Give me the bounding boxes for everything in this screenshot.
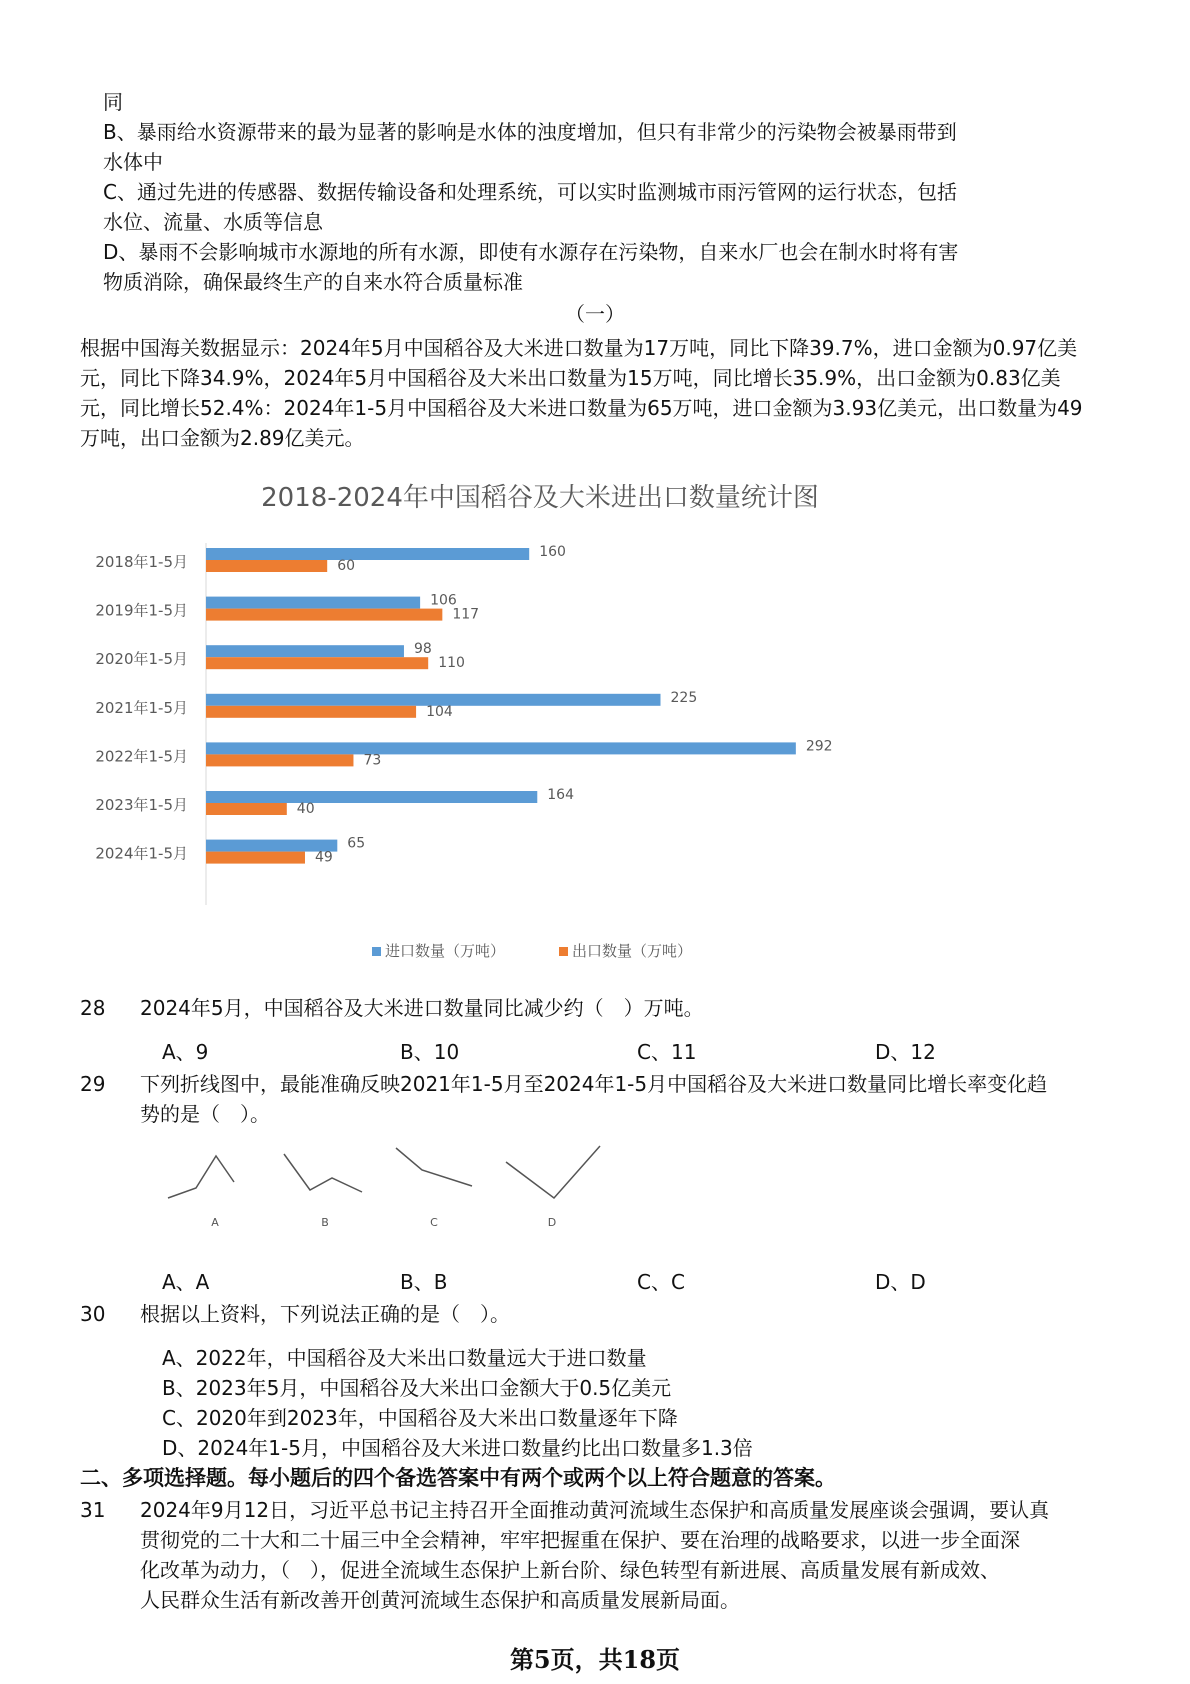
import-bar <box>206 548 529 560</box>
line-chart-b-label: B <box>321 1216 329 1229</box>
export-bar <box>206 706 416 718</box>
q30-option-a: A、2022年，中国稻谷及大米出口数量远大于进口数量 <box>162 1346 647 1370</box>
q30-number: 30 <box>80 1302 106 1326</box>
option-b-line2: 水体中 <box>103 150 163 174</box>
category-label: 2023年1-5月 <box>95 796 188 814</box>
export-value-label: 110 <box>438 655 465 672</box>
q30-option-d: D、2024年1-5月，中国稻谷及大米进口数量约比出口数量多1.3倍 <box>162 1436 753 1460</box>
q28-stem: 2024年5月，中国稻谷及大米进口数量同比减少约（ ）万吨。 <box>140 996 704 1020</box>
import-bar <box>206 597 420 609</box>
q29-option-d: D、D <box>875 1270 926 1294</box>
q31-number: 31 <box>80 1498 106 1522</box>
q31-line-1: 2024年9月12日，习近平总书记主持召开全面推动黄河流域生态保护和高质量发展座谈会强调，要认真 <box>140 1498 1050 1522</box>
q28-option-c: C、11 <box>637 1040 697 1064</box>
import-bar <box>206 645 404 657</box>
export-value-label: 117 <box>452 606 480 623</box>
option-a-tail: 同 <box>103 90 123 114</box>
line-chart-d-label: D <box>547 1216 557 1229</box>
q31-line-2: 贯彻党的二十大和二十届三中全会精神，牢牢把握重在保护、要在治理的战略要求，以进一步全面深 <box>140 1528 1020 1552</box>
section-marker: （一） <box>565 302 625 326</box>
import-bar <box>206 791 537 803</box>
legend-import-label: 进口数量（万吨） <box>385 942 506 960</box>
export-value-label: 73 <box>363 752 382 769</box>
line-chart-c <box>396 1148 472 1186</box>
chart-title: 2018-2024年中国稻谷及大米进出口数量统计图 <box>261 483 819 513</box>
passage-line-1: 根据中国海关数据显示：2024年5月中国稻谷及大米进口数量为17万吨，同比下降39.7%，进口金额为0.97亿美 <box>80 336 1078 360</box>
legend-export-label: 出口数量（万吨） <box>572 942 693 960</box>
import-bar <box>206 742 796 754</box>
q30-option-b: B、2023年5月，中国稻谷及大米出口金额大于0.5亿美元 <box>162 1376 672 1400</box>
export-bar <box>206 803 287 815</box>
option-d-line2: 物质消除，确保最终生产的自来水符合质量标准 <box>103 270 523 294</box>
q29-stem-line2: 势的是（ ）。 <box>140 1102 270 1126</box>
page-footer: 第5页，共18页 <box>509 1645 681 1674</box>
q28-number: 28 <box>80 996 106 1020</box>
passage-line-3: 元，同比增长52.4%：2024年1-5月中国稻谷及大米进口数量为65万吨，进口金额为3.93亿美元，出口数量为49 <box>80 396 1083 420</box>
line-chart-b <box>284 1154 362 1192</box>
import-value-label: 160 <box>539 544 566 560</box>
import-value-label: 65 <box>347 835 366 852</box>
legend-export-swatch <box>559 947 568 956</box>
line-chart-d <box>506 1146 600 1198</box>
q28-option-d: D、12 <box>875 1040 936 1064</box>
q29-option-c: C、C <box>637 1270 685 1294</box>
q28-option-a: A、9 <box>162 1040 209 1064</box>
option-d-line1: D、暴雨不会影响城市水源地的所有水源，即使有水源存在污染物，自来水厂也会在制水时将有害 <box>103 240 959 264</box>
q29-line-charts <box>160 1140 610 1230</box>
category-label: 2018年1-5月 <box>95 553 188 571</box>
passage-line-4: 万吨，出口金额为2.89亿美元。 <box>80 426 365 450</box>
passage-line-2: 元，同比下降34.9%，2024年5月中国稻谷及大米出口数量为15万吨，同比增长35.9%，出口金额为0.83亿美 <box>80 366 1061 390</box>
q30-stem: 根据以上资料，下列说法正确的是（ ）。 <box>140 1302 510 1326</box>
option-c-line2: 水位、流量、水质等信息 <box>103 210 323 234</box>
category-label: 2022年1-5月 <box>95 747 188 766</box>
legend-import-swatch <box>372 947 381 956</box>
q31-line-4: 人民群众生活有新改善开创黄河流域生态保护和高质量发展新局面。 <box>140 1588 740 1612</box>
category-label: 2021年1-5月 <box>95 698 188 717</box>
export-value-label: 40 <box>296 801 315 817</box>
import-value-label: 225 <box>670 689 698 706</box>
q30-option-c: C、2020年到2023年，中国稻谷及大米出口数量逐年下降 <box>162 1406 678 1430</box>
q29-stem-line1: 下列折线图中，最能准确反映2021年1-5月至2024年1-5月中国稻谷及大米进口数量同比增长率变化趋 <box>140 1072 1048 1096</box>
q29-number: 29 <box>80 1072 106 1096</box>
export-bar <box>206 852 305 864</box>
import-value-label: 106 <box>430 592 457 609</box>
q29-option-a: A、A <box>162 1270 210 1294</box>
import-value-label: 292 <box>805 738 833 755</box>
q28-option-b: B、10 <box>400 1040 460 1064</box>
import-value-label: 164 <box>547 787 575 803</box>
category-label: 2019年1-5月 <box>95 601 188 620</box>
section2-title: 二、多项选择题。每小题后的四个备选答案中有两个或两个以上符合题意的答案。 <box>80 1465 836 1490</box>
q29-option-b: B、B <box>400 1270 448 1294</box>
category-label: 2024年1-5月 <box>95 844 188 863</box>
q31-line-3: 化改革为动力，（ ），促进全流域生态保护上新台阶、绿色转型有新进展、高质量发展有新成效、 <box>140 1558 1000 1582</box>
option-b-line1: B、暴雨给水资源带来的最为显著的影响是水体的浊度增加，但只有非常少的污染物会被暴雨带到 <box>103 120 957 144</box>
line-chart-c-label: C <box>430 1216 438 1229</box>
chart-legend <box>372 942 692 960</box>
export-bar <box>206 560 327 572</box>
category-label: 2020年1-5月 <box>95 650 188 669</box>
export-bar <box>206 657 428 669</box>
import-export-bar-chart <box>80 478 1080 978</box>
export-value-label: 60 <box>337 558 356 574</box>
option-c-line1: C、通过先进的传感器、数据传输设备和处理系统，可以实时监测城市雨污管网的运行状态，包括 <box>103 180 957 204</box>
line-chart-a <box>168 1156 234 1198</box>
export-value-label: 104 <box>426 703 453 720</box>
import-value-label: 98 <box>413 641 432 658</box>
line-chart-a-label: A <box>211 1216 219 1229</box>
export-bar <box>206 754 353 766</box>
export-bar <box>206 609 442 621</box>
export-value-label: 49 <box>314 849 333 866</box>
